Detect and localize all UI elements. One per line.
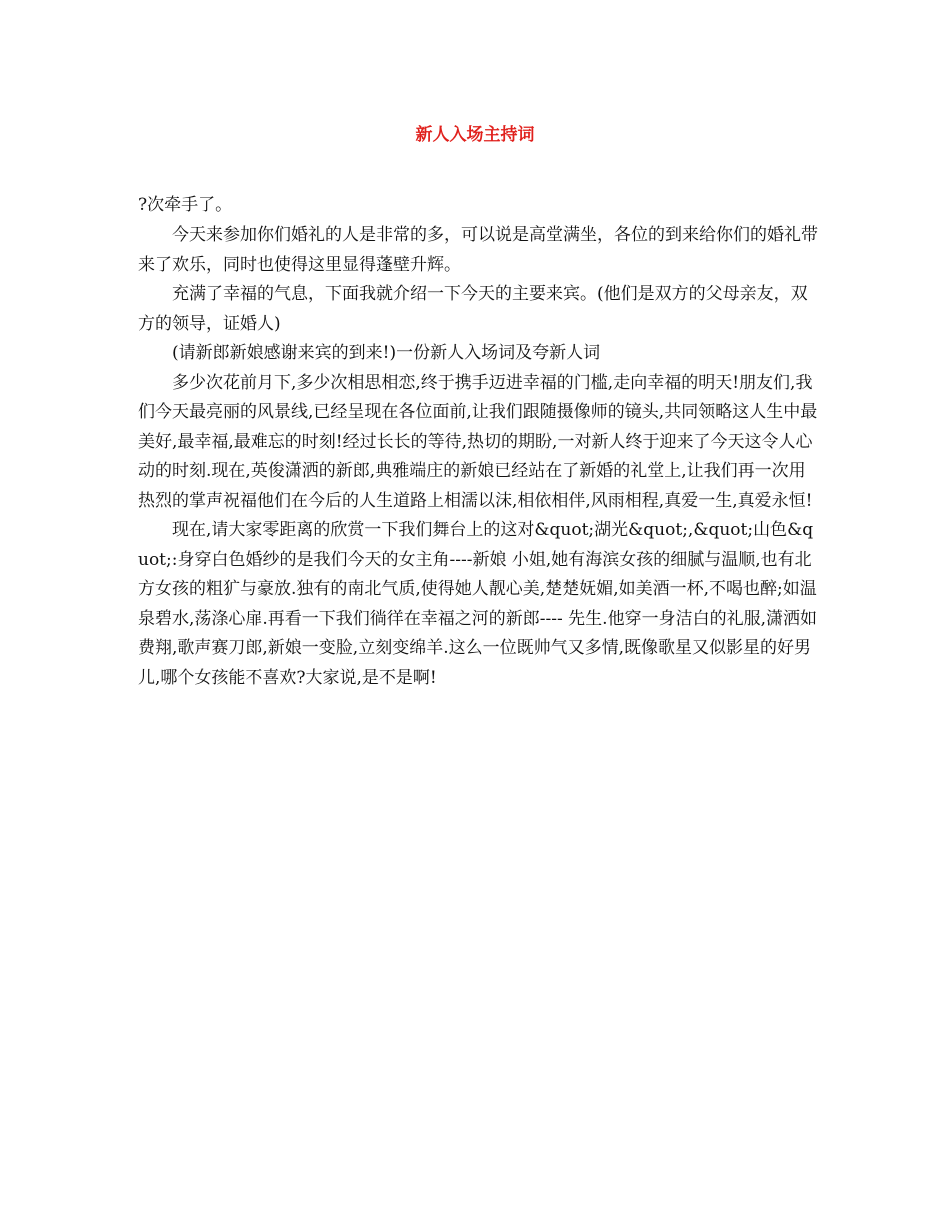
paragraph-5: 多少次花前月下,多少次相思相恋,终于携手迈进幸福的门槛,走向幸福的明天!朋友们,我们今天最亮丽的风景线,已经呈现在各位面前,让我们跟随摄像师的镜头,共同领略这人生中最美好,最幸福,最难忘的时刻!经过长长的等待,热切的期盼,一对新人终于迎来了今天这令人心动的时刻.现在,英俊潇洒的新郎,典雅端庄的新娘已经站在了新婚的礼堂上,让我们再一次用热烈的掌声祝福他们在今后的人生道路上相濡以沫,相依相伴,风雨相程,真爱一生,真爱永恒! bbox=[138, 372, 818, 511]
paragraph-6: 现在,请大家零距离的欣赏一下我们舞台上的这对&quot;湖光&quot;,&quot;山色&quot;:身穿白色婚纱的是我们今天的女主角----新娘 小姐,她有海滨女孩的细腻与温顺,也有北方女孩的粗犷与豪放.独有的南北气质,使得她人靓心美,楚楚妩媚,如美酒一杯,不喝也醉;如温泉碧水,荡涤心扉.再看一下我们徜徉在幸福之河的新郎---- 先生.他穿一身洁白的礼服,潇洒如费翔,歌声赛刀郎,新娘一变脸,立刻变绵羊.这么一位既帅气又多情,既像歌星又似影星的好男儿,哪个女孩能不喜欢?大家说,是不是啊! bbox=[138, 520, 817, 688]
paragraph-1: ?次牵手了。 bbox=[138, 195, 233, 215]
document-body bbox=[138, 190, 818, 693]
document-title: 新人入场主持词 bbox=[415, 125, 535, 145]
paragraph-4: (请新郎新娘感谢来宾的到来!)一份新人入场词及夸新人词 bbox=[172, 343, 601, 363]
paragraph-3: 充满了幸福的气息，下面我就介绍一下今天的主要来宾。(他们是双方的父母亲友，双方的领导，证婚人) bbox=[138, 284, 808, 334]
paragraph-2: 今天来参加你们婚礼的人是非常的多，可以说是高堂满坐，各位的到来给你们的婚礼带来了欢乐，同时也使得这里显得蓬壁升辉。 bbox=[138, 225, 818, 275]
